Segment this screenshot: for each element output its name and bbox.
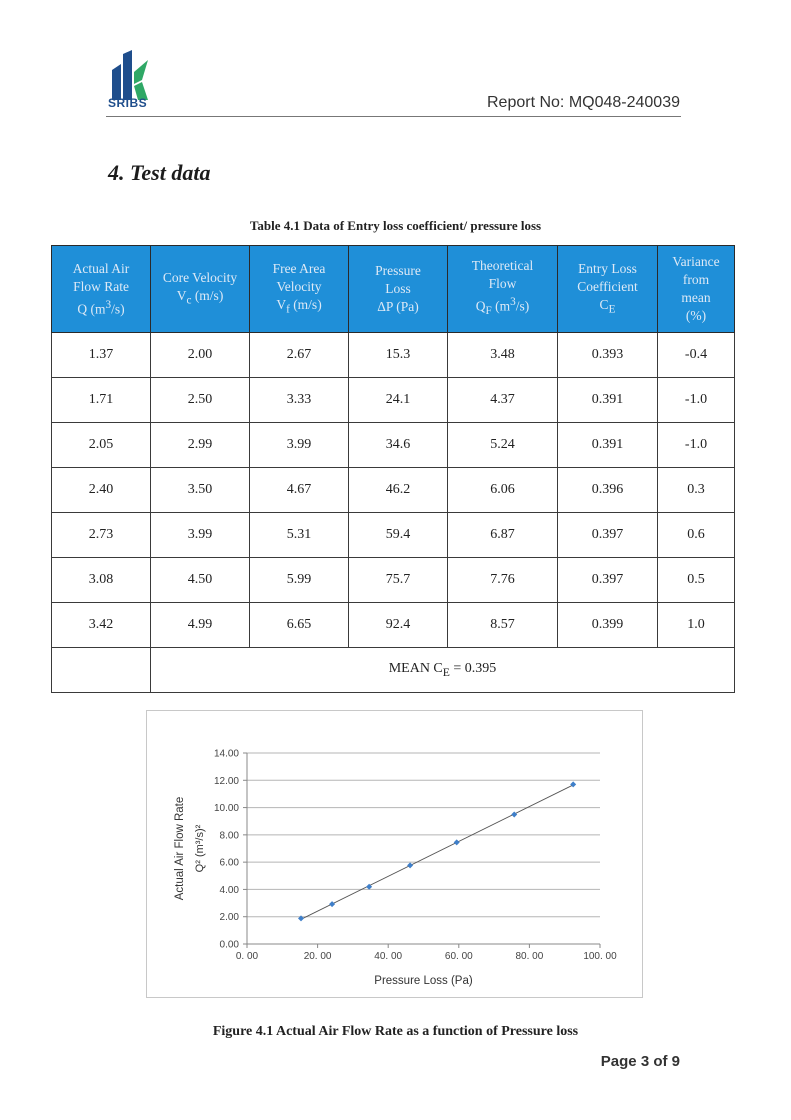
table-cell: 3.33 <box>250 378 349 423</box>
table-cell: 24.1 <box>349 378 448 423</box>
entry-loss-table <box>51 245 735 693</box>
figure-caption: Figure 4.1 Actual Air Flow Rate as a function of Pressure loss <box>212 1024 579 1039</box>
table-cell: 6.65 <box>250 603 349 648</box>
header-free-area-velocity: Free Area Velocity $V_f$ (m/s) <box>250 246 349 333</box>
mean-row-empty-cell <box>52 648 151 693</box>
header-actual-air-flow-rate: Actual Air Flow Rate Q $(m^3/s)$ <box>52 246 151 333</box>
table-cell: 1.71 <box>52 378 151 423</box>
header-core-velocity: Core Velocity $V_c$ (m/s) <box>151 246 250 333</box>
table-cell: 8.57 <box>448 603 558 648</box>
table-cell: -1.0 <box>658 378 735 423</box>
table-cell: 1.0 <box>658 603 735 648</box>
chart-container <box>146 710 643 998</box>
data-point <box>511 812 517 818</box>
y-tick-label: 4.00 <box>219 884 239 896</box>
table-cell: 59.4 <box>349 513 448 558</box>
y-tick-label: 2.00 <box>219 912 239 924</box>
y-tick-label: 0.00 <box>219 939 239 951</box>
header-pressure-loss: Pressure Loss ΔP (Pa) <box>349 246 448 333</box>
flow-rate-chart <box>147 711 642 997</box>
table-cell: 3.48 <box>448 333 558 378</box>
y-axis-label-units: Q² (m³/s)² <box>194 824 206 873</box>
mean-value-cell: MEAN $C_E = 0.395$ <box>151 648 735 693</box>
table-header-row <box>52 246 735 333</box>
y-tick-label: 10.00 <box>213 803 239 815</box>
table-cell: 5.31 <box>250 513 349 558</box>
table-row <box>52 513 735 558</box>
table-caption: Table 4.1 Data of Entry loss coefficient/ pressure loss <box>249 218 542 233</box>
table-cell: 4.67 <box>250 468 349 513</box>
data-point <box>329 901 335 907</box>
table-cell: -1.0 <box>658 423 735 468</box>
table-row <box>52 378 735 423</box>
table-cell: 0.3 <box>658 468 735 513</box>
table-cell: 6.06 <box>448 468 558 513</box>
table-row <box>52 603 735 648</box>
table-cell: 3.08 <box>52 558 151 603</box>
table-cell: 0.6 <box>658 513 735 558</box>
table-cell: 3.99 <box>250 423 349 468</box>
table-cell: 4.50 <box>151 558 250 603</box>
table-row <box>52 333 735 378</box>
page-number: Page 3 of 9 <box>600 1053 680 1070</box>
mean-row <box>52 648 735 693</box>
data-point <box>454 839 460 845</box>
x-tick-label: 100. 00 <box>583 951 617 962</box>
table-cell: 6.87 <box>448 513 558 558</box>
table-cell: 0.391 <box>558 423 658 468</box>
x-tick-label: 0. 00 <box>235 951 259 962</box>
table-row <box>52 468 735 513</box>
table-cell: 0.5 <box>658 558 735 603</box>
table-cell: 75.7 <box>349 558 448 603</box>
table-cell: 3.50 <box>151 468 250 513</box>
data-point <box>407 862 413 868</box>
y-tick-label: 8.00 <box>219 830 239 842</box>
header-divider <box>106 116 681 117</box>
table-cell: 1.37 <box>52 333 151 378</box>
table-row <box>52 558 735 603</box>
table-cell: 0.399 <box>558 603 658 648</box>
table-cell: 2.50 <box>151 378 250 423</box>
table-cell: 46.2 <box>349 468 448 513</box>
x-tick-label: 80. 00 <box>515 951 544 962</box>
header-variance-from-mean: Variance from mean (%) <box>658 246 735 333</box>
table-cell: 0.396 <box>558 468 658 513</box>
table-cell: 0.393 <box>558 333 658 378</box>
x-tick-label: 60. 00 <box>444 951 473 962</box>
table-cell: 2.99 <box>151 423 250 468</box>
table-cell: 2.40 <box>52 468 151 513</box>
table-cell: 4.99 <box>151 603 250 648</box>
table-cell: 5.99 <box>250 558 349 603</box>
table-cell: 2.67 <box>250 333 349 378</box>
table-cell: 2.00 <box>151 333 250 378</box>
table-cell: 92.4 <box>349 603 448 648</box>
x-tick-label: 20. 00 <box>303 951 332 962</box>
table-cell: 15.3 <box>349 333 448 378</box>
table-row <box>52 423 735 468</box>
y-tick-label: 6.00 <box>219 857 239 869</box>
table-cell: 0.391 <box>558 378 658 423</box>
x-tick-label: 40. 00 <box>374 951 403 962</box>
header-theoretical-flow: Theoretical Flow $Q_F$ $(m^3/s)$ <box>448 246 558 333</box>
table-body <box>52 333 735 648</box>
y-tick-label: 14.00 <box>213 748 239 760</box>
table-cell: 7.76 <box>448 558 558 603</box>
table-cell: 34.6 <box>349 423 448 468</box>
x-axis-label: Pressure Loss (Pa) <box>374 975 473 987</box>
table-cell: 0.397 <box>558 558 658 603</box>
y-tick-label: 12.00 <box>213 775 239 787</box>
table-cell: 4.37 <box>448 378 558 423</box>
table-cell: 3.42 <box>52 603 151 648</box>
table-cell: -0.4 <box>658 333 735 378</box>
table-cell: 2.73 <box>52 513 151 558</box>
table-cell: 2.05 <box>52 423 151 468</box>
trendline <box>301 785 573 919</box>
table-cell: 0.397 <box>558 513 658 558</box>
logo-text: SRIBS <box>108 96 148 110</box>
header-entry-loss-coefficient: Entry Loss Coefficient $C_E$ <box>558 246 658 333</box>
report-number: Report No: MQ048-240039 <box>487 94 680 111</box>
table-cell: 5.24 <box>448 423 558 468</box>
section-title: 4. Test data <box>108 160 211 185</box>
y-axis-label: Actual Air Flow Rate <box>174 796 186 901</box>
table-cell: 3.99 <box>151 513 250 558</box>
